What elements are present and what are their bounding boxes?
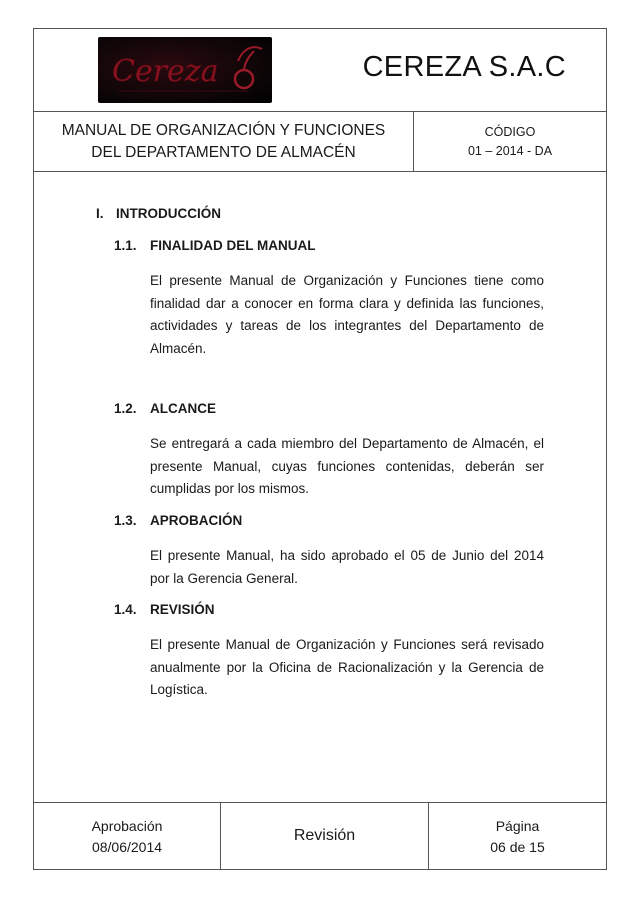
subsection-number: 1.2.: [114, 401, 137, 416]
document-frame: [33, 28, 607, 870]
revision-cell: [221, 803, 429, 869]
subsection: [114, 513, 544, 590]
subsection-number: 1.1.: [114, 238, 137, 253]
subsection-text: El presente Manual, ha sido aprobado el 05 de Junio del 2014 por la Gerencia General.: [150, 548, 544, 586]
document-header: [34, 29, 606, 112]
revision-label: Revisión: [293, 827, 356, 844]
code-value: 01 – 2014 - DA: [467, 144, 553, 158]
approval-cell: [34, 803, 221, 869]
subsection-text: Se entregará a cada miembro del Departamento de Almacén, el presente Manual, cuyas funciones contenidas, deberán ser cumplidas por los mismos.: [150, 436, 544, 496]
subsection: [114, 401, 544, 501]
subsection-number: 1.4.: [114, 602, 137, 617]
page-label: Página: [495, 818, 540, 834]
company-logo: [98, 37, 272, 103]
subsection-title: FINALIDAD DEL MANUAL: [150, 238, 316, 253]
page-number: 06 de 15: [490, 839, 545, 855]
subsection-title: REVISIÓN: [150, 602, 215, 617]
page-cell: [429, 803, 606, 869]
cherry-logo-icon: [98, 37, 272, 103]
section-number: I.: [96, 206, 104, 221]
svg-text:Cereza: Cereza: [112, 54, 219, 89]
document-footer: [34, 802, 606, 869]
subsection-number: 1.3.: [114, 513, 137, 528]
subsection-text: El presente Manual de Organización y Funciones será revisado anualmente por la Oficina de Racionalización y la Gerencia de Logística.: [150, 637, 544, 697]
subsection: [114, 602, 544, 702]
subsection-title: APROBACIÓN: [150, 513, 243, 528]
approval-date: 08/06/2014: [91, 839, 163, 855]
code-label: CÓDIGO: [484, 125, 536, 139]
approval-label: Aprobación: [91, 818, 163, 834]
subsection-text: El presente Manual de Organización y Funciones tiene como finalidad dar a conocer en forma clara y definida las funciones, actividades y tareas de los integrantes del Departamento de Almacén.: [150, 273, 544, 356]
document-title: [34, 112, 414, 171]
document-title-line1: MANUAL DE ORGANIZACIÓN Y FUNCIONES: [61, 122, 386, 139]
document-body: [34, 172, 606, 804]
section-title: INTRODUCCIÓN: [116, 206, 221, 221]
company-name: CEREZA S.A.C: [362, 51, 566, 83]
subsection-title: ALCANCE: [150, 401, 216, 416]
title-row: [34, 112, 606, 172]
document-title-line2: DEL DEPARTAMENTO DE ALMACÉN: [91, 144, 356, 161]
section-heading: [96, 206, 221, 221]
subsection: [114, 238, 544, 360]
